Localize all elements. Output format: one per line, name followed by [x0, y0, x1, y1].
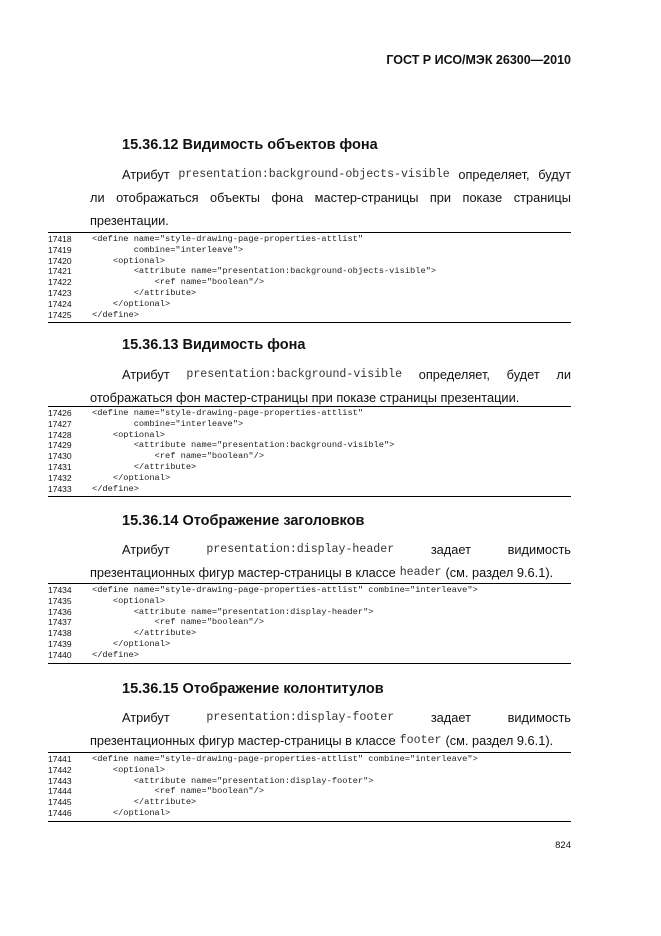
- code-line: [48, 607, 571, 618]
- document-header: ГОСТ Р ИСО/МЭК 26300—2010: [386, 53, 571, 67]
- code-line: [48, 451, 571, 462]
- code-text: combine="interleave">: [92, 418, 244, 429]
- code-text: </optional>: [92, 638, 171, 649]
- code-line: [48, 585, 571, 596]
- line-number: 17423: [48, 287, 72, 298]
- code-text: <define name="style-drawing-page-properties-attlist": [92, 408, 364, 418]
- code-text: <define name="style-drawing-page-properties-attlist": [92, 234, 364, 244]
- code-text: <optional>: [92, 595, 165, 606]
- code-line: [48, 462, 571, 473]
- page-number: 824: [555, 840, 571, 851]
- line-number: 17431: [48, 461, 72, 472]
- line-number: 17421: [48, 266, 72, 277]
- code-text: </attribute>: [92, 628, 197, 639]
- code-text: <define name="style-drawing-page-properties-attlist" combine="interleave">: [92, 754, 478, 764]
- code-line: [48, 299, 571, 310]
- bottom-rule: [48, 322, 571, 323]
- code-text: </define>: [92, 309, 139, 320]
- code-line: [48, 245, 571, 256]
- code-text: <optional>: [92, 429, 165, 440]
- code-text: <attribute name="presentation:background-visible">: [92, 440, 395, 451]
- code-listing: [48, 406, 571, 497]
- section-paragraph: [90, 363, 571, 409]
- code-listing: [48, 232, 571, 323]
- section-paragraph: [90, 706, 571, 752]
- line-number: 17425: [48, 309, 72, 320]
- line-number: 17446: [48, 807, 72, 818]
- code-text: <optional>: [92, 764, 165, 775]
- line-number: 17419: [48, 244, 72, 255]
- line-number: 17434: [48, 585, 72, 595]
- line-number: 17430: [48, 451, 72, 462]
- code-text: <define name="style-drawing-page-properties-attlist" combine="interleave">: [92, 585, 478, 595]
- line-number: 17441: [48, 754, 72, 764]
- para-line: презентации.: [90, 213, 169, 228]
- code-lines: [48, 754, 571, 819]
- line-number: 17432: [48, 472, 72, 483]
- code-line: [48, 408, 571, 419]
- section-paragraph: [90, 163, 571, 232]
- code-text: </attribute>: [92, 287, 197, 298]
- code-text: <attribute name="presentation:display-footer">: [92, 775, 374, 786]
- code-line: [48, 419, 571, 430]
- code-text: </optional>: [92, 298, 171, 309]
- code-line: [48, 277, 571, 288]
- line-number: 17429: [48, 440, 72, 451]
- line-number: 17433: [48, 483, 72, 494]
- code-line: [48, 310, 571, 321]
- code-text: <attribute name="presentation:display-header">: [92, 606, 374, 617]
- line-number: 17426: [48, 408, 72, 418]
- line-number: 17439: [48, 638, 72, 649]
- section-title: 15.36.12 Видимость объектов фона: [122, 137, 378, 153]
- code-text: combine="interleave">: [92, 244, 244, 255]
- section-paragraph: [90, 538, 571, 584]
- code-listing: [48, 583, 571, 664]
- code-line: [48, 484, 571, 495]
- para-line: ли отображаться объекты фона мастер-страницы при показе страницы: [90, 190, 571, 205]
- bottom-rule: [48, 663, 571, 664]
- para-line: Атрибут presentation:background-objects-visible определяет, будут: [122, 167, 571, 182]
- code-line: [48, 786, 571, 797]
- bottom-rule: [48, 496, 571, 497]
- line-number: 17424: [48, 298, 72, 309]
- line-number: 17428: [48, 429, 72, 440]
- code-line: [48, 776, 571, 787]
- para-line: Атрибут presentation:background-visible определяет, будет ли: [122, 367, 571, 382]
- code-listing: [48, 752, 571, 822]
- code-line: [48, 440, 571, 451]
- code-text: <ref name="boolean"/>: [92, 617, 265, 628]
- line-number: 17442: [48, 764, 72, 775]
- bottom-rule: [48, 821, 571, 822]
- code-line: [48, 628, 571, 639]
- code-line: [48, 256, 571, 267]
- line-number: 17418: [48, 234, 72, 244]
- line-number: 17422: [48, 277, 72, 288]
- line-number: 17420: [48, 255, 72, 266]
- para-line: Атрибут presentation:display-footer задает видимость: [122, 710, 571, 725]
- para-line: презентационных фигур мастер-страницы в классе header (см. раздел 9.6.1).: [90, 565, 554, 580]
- line-number: 17435: [48, 595, 72, 606]
- code-text: <ref name="boolean"/>: [92, 451, 265, 462]
- code-text: <optional>: [92, 255, 165, 266]
- code-text: </optional>: [92, 472, 171, 483]
- code-line: [48, 797, 571, 808]
- line-number: 17445: [48, 797, 72, 808]
- section-title: 15.36.15 Отображение колонтитулов: [122, 681, 384, 697]
- code-text: </define>: [92, 483, 139, 494]
- para-line: Атрибут presentation:display-header задает видимость: [122, 542, 571, 557]
- code-line: [48, 234, 571, 245]
- code-text: </attribute>: [92, 461, 197, 472]
- code-line: [48, 754, 571, 765]
- line-number: 17438: [48, 628, 72, 639]
- para-line: отображаться фон мастер-страницы при показе страницы презентации.: [90, 390, 520, 405]
- line-number: 17440: [48, 649, 72, 660]
- line-number: 17436: [48, 606, 72, 617]
- code-text: <attribute name="presentation:background-objects-visible">: [92, 266, 437, 277]
- code-line: [48, 473, 571, 484]
- code-lines: [48, 408, 571, 494]
- code-text: <ref name="boolean"/>: [92, 277, 265, 288]
- line-number: 17444: [48, 786, 72, 797]
- code-line: [48, 765, 571, 776]
- code-line: [48, 430, 571, 441]
- code-text: </attribute>: [92, 797, 197, 808]
- line-number: 17427: [48, 418, 72, 429]
- code-line: [48, 639, 571, 650]
- section-title: 15.36.13 Видимость фона: [122, 337, 306, 353]
- code-line: [48, 617, 571, 628]
- code-line: [48, 650, 571, 661]
- line-number: 17437: [48, 617, 72, 628]
- code-line: [48, 596, 571, 607]
- code-text: </optional>: [92, 807, 171, 818]
- code-line: [48, 266, 571, 277]
- code-line: [48, 808, 571, 819]
- section-title: 15.36.14 Отображение заголовков: [122, 513, 365, 529]
- code-text: <ref name="boolean"/>: [92, 786, 265, 797]
- code-line: [48, 288, 571, 299]
- code-lines: [48, 585, 571, 661]
- line-number: 17443: [48, 775, 72, 786]
- code-lines: [48, 234, 571, 320]
- code-text: </define>: [92, 649, 139, 660]
- para-line: презентационных фигур мастер-страницы в классе footer (см. раздел 9.6.1).: [90, 733, 554, 748]
